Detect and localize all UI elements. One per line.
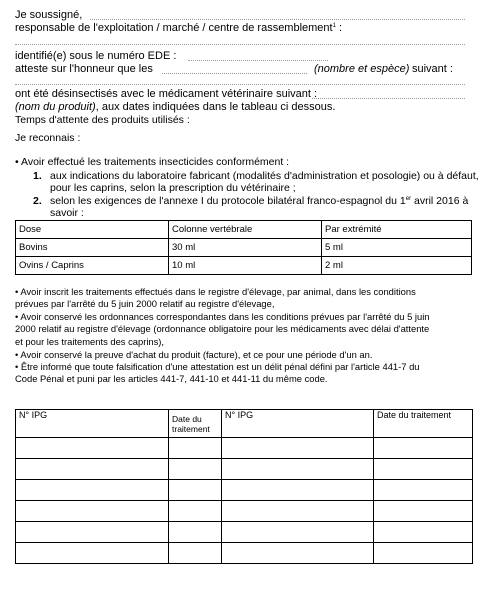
header-date-2: Date du traitement [374,410,473,438]
cell-date[interactable] [374,480,473,501]
list-number-2: 2. [33,195,42,207]
line-desinsectises: ont été désinsectisés avec le médicament vétérinaire suivant : [15,88,318,100]
bullet-ordonnances-l1: • Avoir conservé les ordonnances correspondantes dans les conditions prévues par l'arrêté du 5 juin [15,311,430,322]
line-atteste-end: suivant : [412,63,453,75]
line-atteste-start: atteste sur l'honneur que les [15,63,153,75]
bullet-falsification-l2: Code Pénal et puni par les articles 441-7, 441-10 et 441-11 du même code. [15,373,328,384]
bullet-ordonnances-l3: et pour les traitements des caprins), [15,336,165,347]
cell-ipg[interactable] [16,543,169,564]
list-item-1-line1: aux indications du laboratoire fabricant (modalités d'administration et posologie) ou à défaut, [50,170,479,182]
cell-date[interactable] [169,438,222,459]
bullet-ordonnances-l2: 2000 relatif au registre d'élevage (ordonnance obligatoire pour les médicaments avec délai d'attente [15,323,430,334]
header-extremite: Par extrémité [322,221,472,239]
cell-ipg[interactable] [16,522,169,543]
table-row [16,480,473,501]
line-je-reconnais: Je reconnais : [15,132,81,144]
cell-colonne: 30 ml [169,239,322,257]
line-temps-attente: Temps d'attente des produits utilisés : [15,114,190,126]
header-colonne: Colonne vertébrale [169,221,322,239]
table-row [16,522,473,543]
table-row [16,257,472,275]
cell-ipg[interactable] [16,480,169,501]
list-item-2-line2: savoir : [50,207,84,219]
bullet-registre-l2: prévues par l'arrêté du 5 juin 2000 relatif au registre d'élevage, [15,298,275,309]
cell-ipg[interactable] [222,438,374,459]
cell-species: Bovins [16,239,169,257]
cell-ipg[interactable] [222,459,374,480]
cell-date[interactable] [169,459,222,480]
fill-line-medicament[interactable] [312,98,465,99]
cell-date[interactable] [374,438,473,459]
bullet-falsification-l1: • Être informé que toute falsification d'une attestation est un délit pénal défini par l'article 441-7 du [15,361,420,372]
table-row [16,221,472,239]
list-number-1: 1. [33,170,42,182]
fill-line-nombre[interactable] [162,73,307,74]
fill-line-ede[interactable] [188,60,328,61]
cell-ipg[interactable] [222,501,374,522]
line-je-soussigne: Je soussigné, [15,9,83,21]
cell-date[interactable] [169,501,222,522]
table-row [16,543,473,564]
bullet-preuve-achat: • Avoir conservé la preuve d'achat du produit (facture), et ce pour une période d'un an. [15,349,373,360]
fill-line-name[interactable] [90,19,465,20]
header-dose: Dose [16,221,169,239]
line-nom-produit: (nom du produit), aux dates indiquées dans le tableau ci dessous. [15,101,336,113]
ipg-table [15,409,473,564]
bullet-traitements: • Avoir effectué les traitements insecticides conformément : [15,156,290,168]
line-identifie: identifié(e) sous le numéro EDE : [15,50,177,62]
cell-date[interactable] [374,522,473,543]
cell-extremite: 5 ml [322,239,472,257]
header-ipg-2: N° IPG [222,410,374,438]
fill-line-animaux[interactable] [15,84,465,85]
cell-date[interactable] [374,459,473,480]
cell-date[interactable] [169,522,222,543]
cell-date[interactable] [374,501,473,522]
table-row [16,459,473,480]
list-item-2-line1: selon les exigences de l'annexe I du protocole bilatéral franco-espagnol du 1er avril 2016 à [50,195,469,207]
table-row [16,410,473,438]
cell-ipg[interactable] [222,543,374,564]
cell-species: Ovins / Caprins [16,257,169,275]
fill-line-exploitation[interactable] [15,44,465,45]
cell-date[interactable] [169,543,222,564]
line-responsable: responsable de l'exploitation / marché / centre de rassemblement$^1$ : [15,22,343,34]
cell-date[interactable] [169,480,222,501]
cell-ipg[interactable] [16,459,169,480]
cell-ipg[interactable] [222,480,374,501]
table-row [16,438,473,459]
dose-table [15,220,472,275]
header-date-1: Date du traitement [169,410,222,438]
cell-ipg[interactable] [16,438,169,459]
table-row [16,501,473,522]
bullet-registre-l1: • Avoir inscrit les traitements effectués dans le registre d'élevage, par animal, dans les conditions [15,286,416,297]
cell-extremite: 2 ml [322,257,472,275]
cell-colonne: 10 ml [169,257,322,275]
cell-date[interactable] [374,543,473,564]
line-atteste-italic: (nombre et espèce) [314,63,410,75]
cell-ipg[interactable] [222,522,374,543]
table-row [16,239,472,257]
header-ipg-1: N° IPG [16,410,169,438]
list-item-1-line2: pour les caprins, selon la prescription du vétérinaire ; [50,182,296,194]
cell-ipg[interactable] [16,501,169,522]
